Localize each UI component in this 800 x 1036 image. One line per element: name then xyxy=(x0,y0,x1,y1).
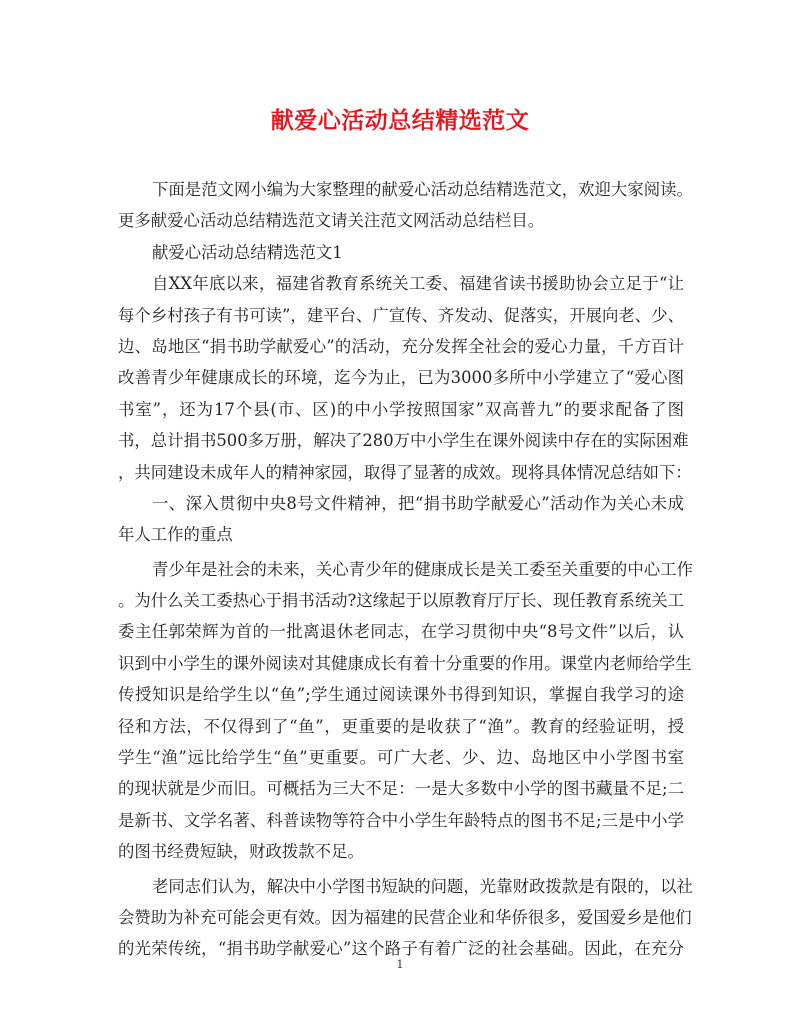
paragraph-line: 识到中小学生的课外阅读对其健康成长有着十分重要的作用。课堂内老师给学生 xyxy=(118,653,692,673)
paragraph-line: 青少年是社会的未来，关心青少年的健康成长是关工委至关重要的中心工作 xyxy=(152,559,693,579)
paragraph-line: 书室”，还为17个县(市、区)的中小学按照国家”双高普九”的要求配备了图 xyxy=(118,399,684,419)
paragraph-line: 的光荣传统，“捐书助学献爱心”这个路子有着广泛的社会基础。因此，在充分 xyxy=(118,939,684,959)
page-number: 1 xyxy=(396,958,404,971)
paragraph-line: 自XX年底以来，福建省教育系统关工委、福建省读书援助协会立足于“让 xyxy=(152,274,684,294)
paragraph-line: 老同志们认为，解决中小学图书短缺的问题，光靠财政拨款是有限的，以社 xyxy=(152,876,693,896)
paragraph-line: 改善青少年健康成长的环境，迄今为止，已为3000多所中小学建立了“爱心图 xyxy=(118,368,684,388)
document-title: 献爱心活动总结精选范文 xyxy=(270,107,530,134)
paragraph-line: 径和方法，不仅得到了“鱼”，更重要的是收获了“渔”。教育的经验证明，授 xyxy=(118,716,684,736)
document-body xyxy=(118,174,693,965)
paragraph-line: 委主任郭荣辉为首的一批离退休老同志，在学习贯彻中央“8号文件”以后，认 xyxy=(118,622,684,642)
section-heading: 献爱心活动总结精选范文1 xyxy=(152,242,343,262)
section-heading-line: 年人工作的重点 xyxy=(118,525,233,545)
paragraph-line: 的图书经费短缺，财政拨款不足。 xyxy=(118,842,364,862)
paragraph-line: 每个乡村孩子有书可读”，建平台、广宣传、齐发动、促落实，开展向老、少、 xyxy=(118,305,684,325)
paragraph-line: 是新书、文学名著、科普读物等符合中小学生年龄特点的图书不足;三是中小学 xyxy=(118,810,684,830)
paragraph-line: 会赞助为补充可能会更有效。因为福建的民营企业和华侨很多，爱国爱乡是他们 xyxy=(118,907,692,927)
paragraph-line: 的现状就是少而旧。可概括为三大不足：一是大多数中小学的图书藏量不足;二 xyxy=(118,779,684,799)
section-heading-line: 一、深入贯彻中央8号文件精神，把“捐书助学献爱心”活动作为关心未成 xyxy=(152,493,684,513)
paragraph-line: 。为什么关工委热心于捐书活动?这缘起于以原教育厅厅长、现任教育系统关工 xyxy=(118,591,685,611)
paragraph-line: 传授知识是给学生以“鱼”;学生通过阅读课外书得到知识，掌握自我学习的途 xyxy=(118,685,684,705)
paragraph-line: 学生“渔”远比给学生“鱼”更重要。可广大老、少、边、岛地区中小学图书室 xyxy=(118,748,684,768)
paragraph-line: ，共同建设未成年人的精神家园，取得了显著的成效。现将具体情况总结如下： xyxy=(118,462,692,482)
paragraph-line: 更多献爱心活动总结精选范文请关注范文网活动总结栏目。 xyxy=(118,211,545,231)
paragraph-line: 边、岛地区“捐书助学献爱心”的活动，充分发挥全社会的爱心力量，千方百计 xyxy=(118,336,684,356)
paragraph-line: 下面是范文网小编为大家整理的献爱心活动总结精选范文，欢迎大家阅读。 xyxy=(152,180,693,199)
paragraph-line: 书，总计捐书500多万册，解决了280万中小学生在课外阅读中存在的实际困难 xyxy=(118,431,689,451)
